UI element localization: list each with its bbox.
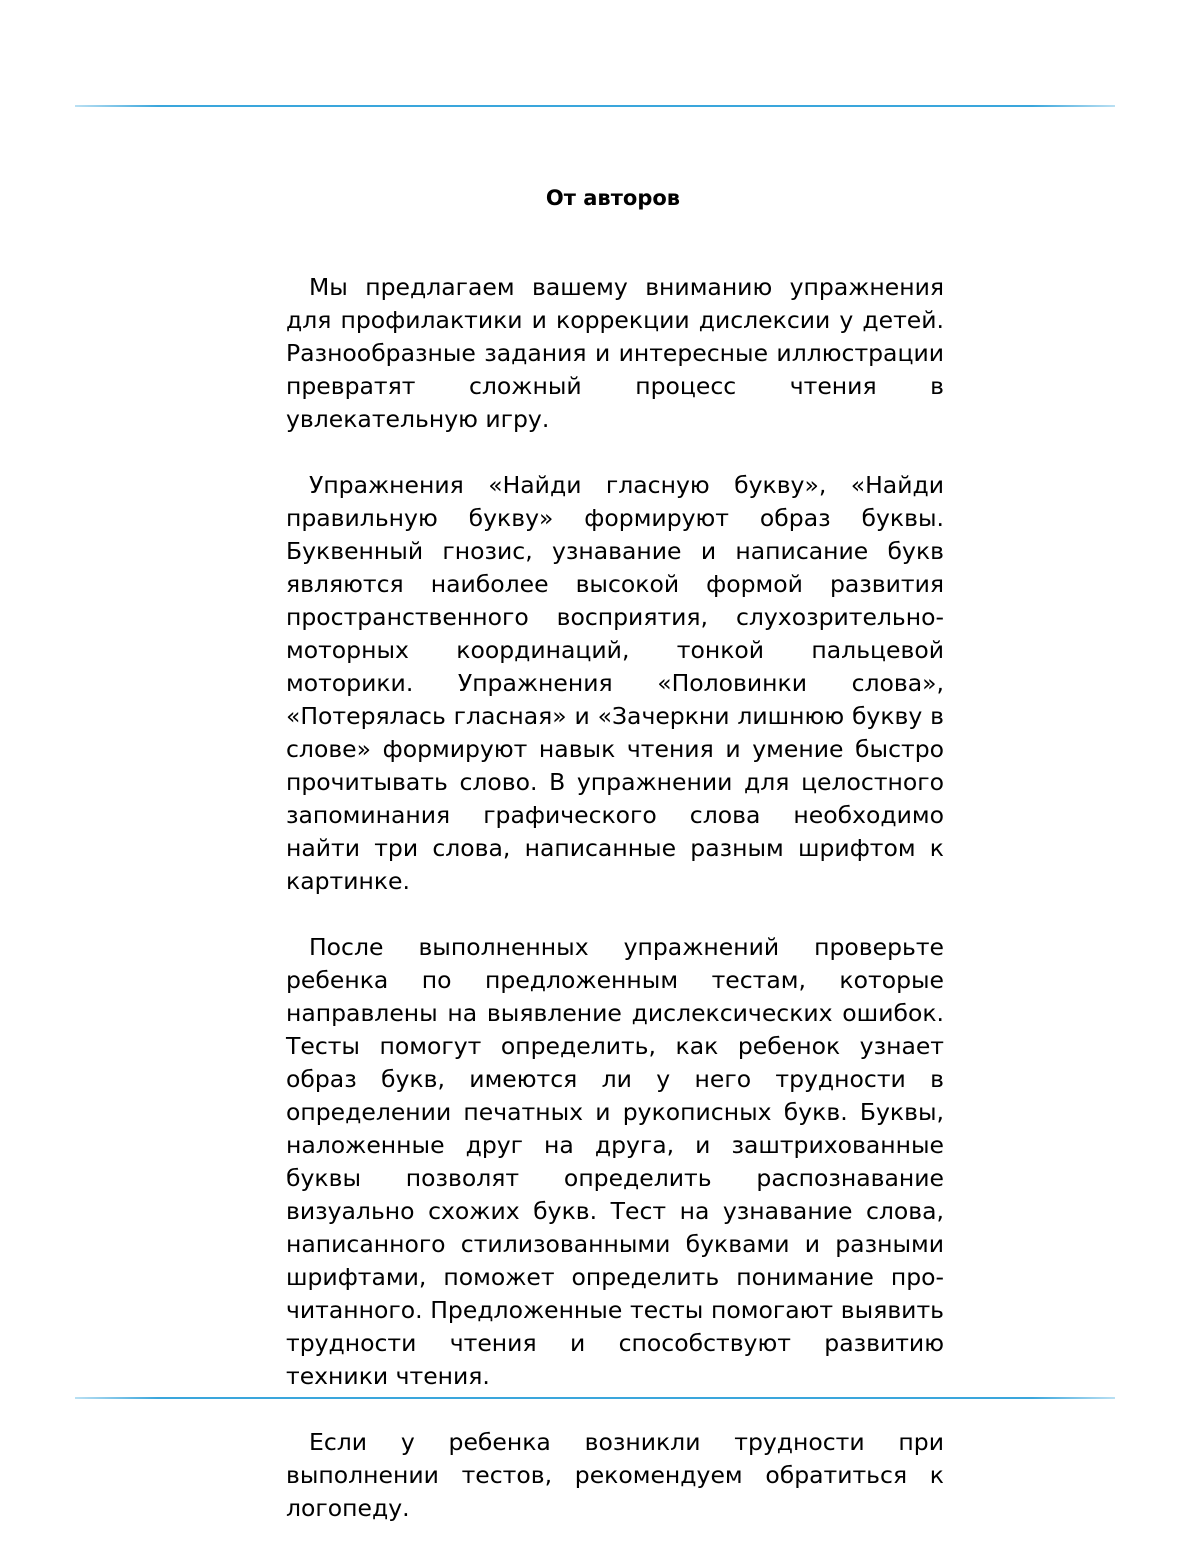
top-divider: [75, 105, 1115, 107]
paragraph-intro: Мы предлагаем вашему вниманию упражнения для профилактики и коррекции дислексии у детей. Разнообразные задания и интересные иллюстрации превратят сложный процесс чтения в увлекательную игру.: [286, 273, 944, 433]
paragraph-recommendation: Если у ребенка возникли трудности при выполнении тестов, рекомендуем обратиться к логопеду.: [286, 1428, 944, 1522]
body-text: [286, 271, 944, 1558]
page-title: От авторов: [545, 186, 681, 210]
paragraph-tests: После выполненных упражнений проверьте ребенка по предложенным тестам, которые направлены на выявление дислексических ошибок. Тесты помогут определить, как ребенок узнает образ букв, имеются ли у него трудности в определении печатных и рукописных букв. Буквы, наложенные друг на друга, и заштрихованные буквы позволят определить распознавание визуально схожих букв. Тест на узнавание слова, написанного стилизованными буквами и разными шрифтами, поможет определить понимание прочитанного. Предложенные тесты помогают выявить трудности чтения и способствуют развитию техники чтения.: [286, 933, 944, 1390]
paragraph-exercises: Упражнения «Найди гласную букву», «Найди правильную букву» формируют образ буквы. Буквенный гнозис, узнавание и написание букв являются наиболее высокой формой развития пространственного восприятия, слухозрительно-моторных координаций, тонкой пальцевой моторики. Упражнения «Половинки слова», «Потерялась гласная» и «Зачеркни лишнюю букву в слове» формируют навык чтения и умение быстро прочитывать слово. В упражнении для целостного запоминания графического слова необходимо найти три слова, написанные разным шрифтом к картинке.: [286, 471, 944, 895]
bottom-divider: [75, 1397, 1115, 1399]
